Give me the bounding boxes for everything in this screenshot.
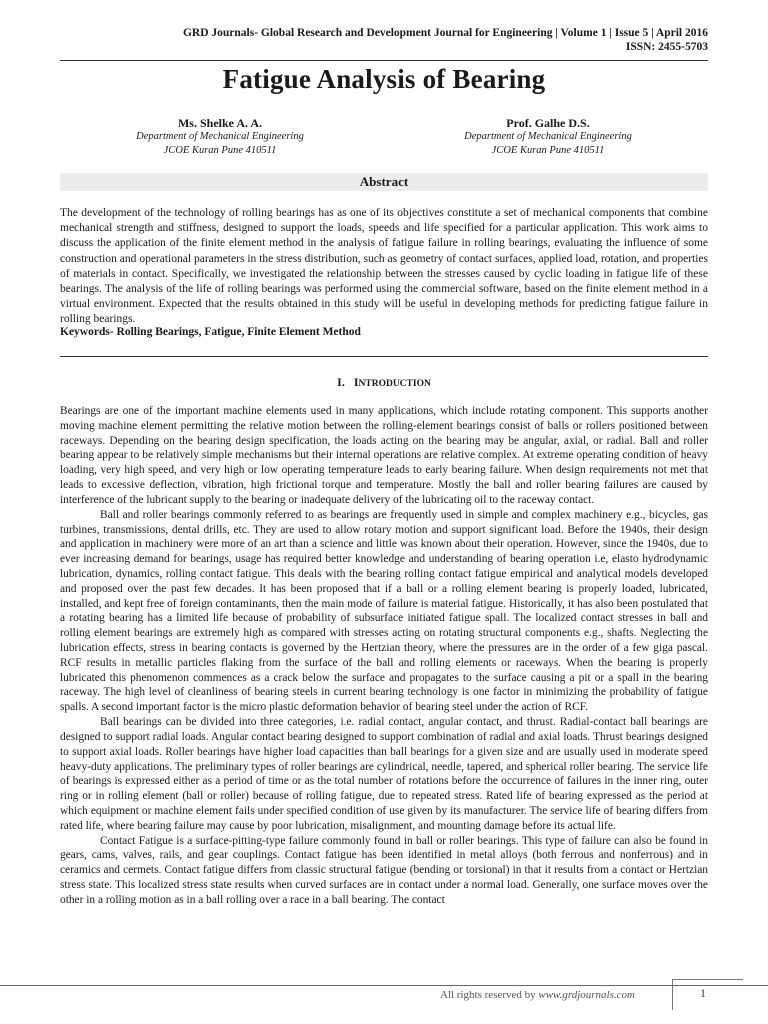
footer-copyright bbox=[440, 989, 635, 1001]
paragraph: Ball bearings can be divided into three categories, i.e. radial contact, angular contact, and thrust. Radial-contact ball bearings are designed to support radial loads. Angular contact bearing designed to support combination of radial and axial loads. Thrust bearings designed to support axial loads. Roller bearings have higher load capacities than ball bearings for a given size and are usually used in moderate speed heavy-duty applications. The preliminary types of roller bearings are cylindrical, needle, tapered, and spherical roller bearing. The service life of bearings is expressed either as a period of time or as the total number of rotations before the occurrence of failures in the inner ring, outer ring or in rolling element (ball or roller) because of rolling fatigue, due to repeated stress. Rated life of bearing expressed as the period at which equipment or machine element fails under specified condition of use given by its manufacturer. The service life of bearing differs from rated life, where bearing failure may cause by poor lubrication, misalignment, and mounting damage before its actual life. bbox=[60, 716, 708, 832]
author-2 bbox=[418, 116, 678, 158]
section-title-rest: NTRODUCTION bbox=[358, 379, 431, 389]
author-name: Prof. Galhe D.S. bbox=[506, 116, 590, 130]
issn: ISSN: 2455-5703 bbox=[625, 41, 708, 53]
header-divider bbox=[60, 60, 708, 61]
page-number-box bbox=[672, 979, 743, 1010]
keywords: Keywords- Rolling Bearings, Fatigue, Finite Element Method bbox=[60, 326, 361, 338]
body-text bbox=[60, 404, 708, 908]
footer-prefix: All rights reserved by bbox=[440, 989, 539, 1001]
journal-header bbox=[183, 26, 708, 54]
abstract-text: The development of the technology of rolling bearings has as one of its objectives constitute a set of mechanical components that combine mechanical strength and stiffness, designed to support the loads, speeds and life specified for a particular application. This work aims to discuss the application of the finite element method in the analysis of fatigue failure in rolling bearings, evaluating the influence of some construction and operational parameters in the stress distribution, such as geometry of contact surfaces, applied load, rotation, and properties of materials in contact. Specifically, we investigated the relationship between the stresses caused by cyclic loading in fatigue life of these bearings. The analysis of the life of rolling bearings was performed using the commercial software, based on the finite element method in a virtual environment. Expected that the results obtained in this study will be useful in developing methods for predicting fatigue failure in rolling bearings. bbox=[60, 207, 708, 326]
author-institution: JCOE Kuran Pune 410511 bbox=[163, 145, 277, 156]
author-1 bbox=[90, 116, 350, 158]
abstract-heading: Abstract bbox=[359, 174, 409, 189]
author-institution: JCOE Kuran Pune 410511 bbox=[491, 145, 605, 156]
page-number: 1 bbox=[700, 986, 706, 1000]
section-heading bbox=[0, 375, 768, 390]
section-number: I. bbox=[337, 375, 345, 389]
section-initial: I bbox=[353, 375, 359, 389]
footer-divider bbox=[0, 985, 768, 986]
paper-title: Fatigue Analysis of Bearing bbox=[222, 64, 546, 94]
paragraph: Ball and roller bearings commonly referred to as bearings are frequently used in simple and complex machinery e.g., bicycles, gas turbines, transmissions, dental drills, etc. They are used to allow rotary motion and support significant load. Before the 1940s, their design and application in machinery were more of an art than a science and little was known about their operation. However, since the 1940s, due to ever increasing demand for bearings, usage has required better knowledge and understanding of bearing operation i.e, elasto hydrodynamic lubrication, dynamics, rolling contact fatigue. This deals with the bearing rolling contact fatigue empirical and analytical models developed and proposed over the past few decades. It has been proposed that if a ball or a rolling element bearing is properly loaded, lubricated, installed, and kept free of foreign contaminants, then the main mode of failure is material fatigue. Historically, it has also been postulated that a rotating bearing has a limited life because of probability of subsurface initiated fatigue spall. The localized contact stresses in ball and rolling element bearings are extremely high as compared with stresses acting on rotating structural components e.g., shafts. Neglecting the lubrication effects, stress in bearing contacts is governed by the Hertzian theory, where the pressures are in the order of a few giga pascal. RCF results in metallic particles flaking from the surface of the ball and rolling elements or raceways. When the bearing is properly lubricated this phenomenon commences as a crack below the surface and propagates to the surface causing a pit or a spall in the bearing raceway. The high level of cleanliness of bearing steels in current bearing technology is one factor in minimizing the probability of fatigue spalls. A second important factor is the micro plastic deformation behavior of bearing steel under the action of RCF. bbox=[60, 508, 708, 714]
author-department: Department of Mechanical Engineering bbox=[464, 131, 632, 142]
paragraph: Contact Fatigue is a surface-pitting-type failure commonly found in ball or roller bearings. This type of failure can also be found in gears, cams, valves, rails, and gear couplings. Contact fatigue has been identified in metal alloys (both ferrous and nonferrous) and in ceramics and cermets. Contact fatigue differs from classic structural fatigue (bending or torsional) in that it results from a contact or Hertzian stress state. This localized stress state results when curved surfaces are in contact under a normal load. Generally, one surface moves over the other in a rolling motion as in a ball rolling over a race in a ball bearing. The contact bbox=[60, 834, 708, 906]
paragraph: Bearings are one of the important machine elements used in many applications, which include rotating component. This supports another moving machine element permitting the relative motion between the rolling-element bearings consist of balls or rollers positioned between raceways. Depending on the bearing design specification, the loads acting on the bearing may be angular, axial, or radial. Ball and roller bearing appear to be relatively simple mechanisms but their internal operations are relative complex. At extreme operating condition of heavy loading, very high speed, and very high or low operating temperature leads to early bearing failure. When design requirements not met that leads to excessive deflection, vibration, high frictional torque and temperature. Mostly the ball and roller bearing failures are caused by interference of the lubricant supply to the bearing or inadequate delivery of the lubricating oil to the raceway contact. bbox=[60, 405, 708, 506]
author-department: Department of Mechanical Engineering bbox=[136, 131, 304, 142]
footer-site-link[interactable]: www.grdjournals.com bbox=[538, 989, 635, 1001]
journal-info: GRD Journals- Global Research and Development Journal for Engineering | Volume 1 | Issue 5 | April 2016 bbox=[182, 27, 708, 39]
author-name: Ms. Shelke A. A. bbox=[177, 116, 262, 130]
section-divider bbox=[60, 356, 708, 357]
